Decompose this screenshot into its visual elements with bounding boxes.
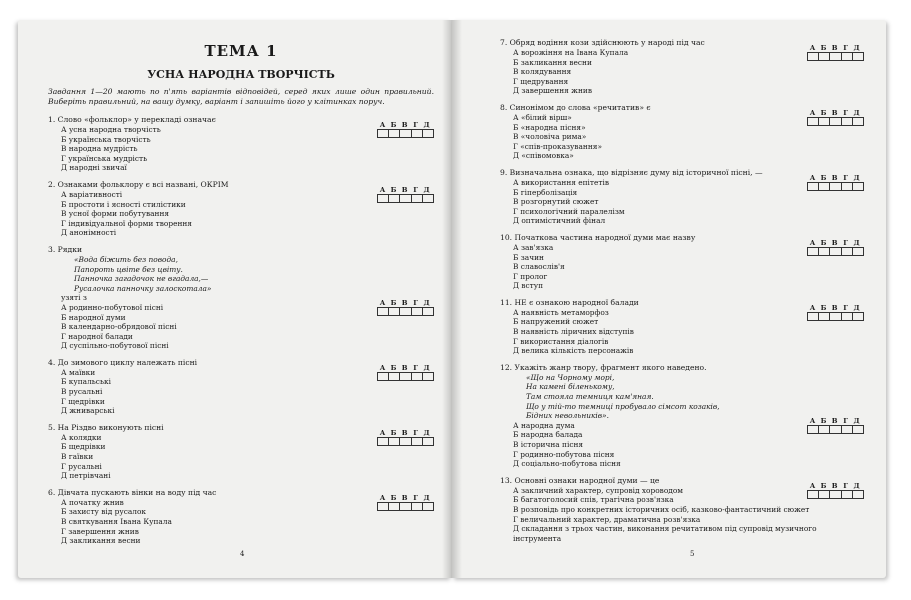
answer-letter: А — [809, 481, 816, 490]
answer-grid-letters — [807, 417, 864, 425]
answer-letter: Б — [820, 303, 827, 312]
answer-letter: Г — [843, 238, 848, 247]
answer-letter: Д — [853, 416, 860, 425]
answer-cell[interactable] — [853, 426, 863, 433]
question-item — [500, 168, 864, 226]
answer-cell[interactable] — [400, 308, 411, 315]
answer-cell[interactable] — [842, 426, 853, 433]
answer-cell[interactable] — [830, 491, 841, 498]
quote-line: Русалочка панночку залоскотала» — [74, 283, 212, 293]
answer-letter: А — [809, 44, 816, 52]
page-number-left: 4 — [240, 550, 245, 558]
answer-cell[interactable] — [808, 491, 819, 498]
answer-letter: В — [401, 363, 408, 372]
answer-letter: Б — [820, 108, 827, 117]
answer-grid-cells — [377, 372, 434, 381]
answer-option: Д соціально-побутова пісня — [513, 459, 621, 469]
answer-option: Б народна балада — [513, 430, 583, 440]
answer-letter: Д — [423, 121, 430, 129]
answer-cell[interactable] — [389, 195, 400, 202]
answer-letter: В — [831, 238, 838, 247]
answer-grid — [377, 364, 434, 381]
answer-option: Б українська творчість — [61, 134, 151, 144]
answer-cell[interactable] — [853, 183, 863, 190]
answer-option: А усна народна творчість — [61, 125, 161, 134]
answer-grid-cells — [807, 490, 864, 499]
answer-letter: В — [831, 173, 838, 182]
answer-letter: Г — [843, 481, 848, 490]
answer-cell[interactable] — [808, 313, 819, 320]
topic-subtitle: УСНА НАРОДНА ТВОРЧІСТЬ — [147, 68, 335, 81]
answer-letter: Д — [853, 481, 860, 490]
answer-letter: А — [379, 121, 386, 129]
answer-option: Г пролог — [513, 271, 548, 281]
answer-cell[interactable] — [842, 118, 853, 125]
answer-option: В народна мудрість — [61, 144, 138, 154]
answer-grid-letters — [807, 44, 864, 52]
answer-option: Д складання з трьох частин, виконання речитативом під супровід музичного інструмента — [513, 524, 817, 543]
question-text: 10. Початкова частина народної думи має назву — [500, 232, 696, 242]
answer-letter: А — [379, 428, 386, 437]
left-questions — [48, 115, 434, 546]
topic-title: ТЕМА 1 — [204, 42, 278, 60]
answer-cell[interactable] — [853, 53, 863, 60]
answer-grid-cells — [807, 52, 864, 61]
answer-option: В усної форми побутування — [61, 209, 170, 219]
answer-cell[interactable] — [389, 308, 400, 315]
answer-cell[interactable] — [830, 53, 841, 60]
book-gutter — [442, 20, 462, 578]
answer-letter: Б — [820, 481, 827, 490]
answer-option: В святкування Івана Купала — [61, 517, 172, 526]
answer-cell[interactable] — [378, 130, 389, 137]
answer-letter: В — [401, 298, 408, 307]
open-book — [18, 20, 886, 578]
quote-line: «Що на Чорному морі, — [526, 372, 615, 382]
question-item — [500, 103, 864, 161]
answer-grid-letters — [807, 482, 864, 490]
answer-option: А народна дума — [513, 420, 575, 430]
answer-grid-letters — [377, 186, 434, 194]
question-item — [48, 358, 434, 416]
answer-option: Д «співомовка» — [513, 151, 574, 161]
answer-cell[interactable] — [389, 373, 400, 380]
answer-letter: В — [831, 108, 838, 117]
question-text: 7. Обряд водіння кози здійснюють у народі під час — [500, 38, 705, 47]
answer-cell[interactable] — [842, 491, 853, 498]
answer-letter: Г — [843, 108, 848, 117]
question-text: 3. Рядки — [48, 244, 83, 254]
answer-grid-letters — [377, 494, 434, 502]
answer-option: Д завершення жнив — [513, 86, 592, 96]
answer-grid — [807, 482, 864, 499]
question-item — [48, 115, 434, 173]
answer-option: Б народної думи — [61, 312, 126, 322]
answer-cell[interactable] — [819, 118, 830, 125]
answer-option: Д жниварські — [61, 406, 115, 416]
answer-cell[interactable] — [830, 313, 841, 320]
answer-cell[interactable] — [400, 438, 411, 445]
answer-letter: Д — [423, 363, 430, 372]
question-item — [48, 180, 434, 238]
answer-cell[interactable] — [412, 195, 423, 202]
question-text: 5. На Різдво виконують пісні — [48, 422, 164, 432]
question-item — [500, 233, 864, 291]
answer-cell[interactable] — [808, 118, 819, 125]
answer-cell[interactable] — [808, 53, 819, 60]
answer-cell[interactable] — [389, 130, 400, 137]
quote-line: «Вода біжить без повода, — [74, 254, 178, 264]
answer-letter: Д — [423, 185, 430, 194]
answer-letter: Д — [423, 428, 430, 437]
answer-letter: Б — [390, 298, 397, 307]
answer-option: Г родинно-побутова пісня — [513, 449, 615, 459]
answer-letter: Д — [853, 173, 860, 182]
answer-grid — [377, 429, 434, 446]
answer-grid-letters — [377, 121, 434, 129]
answer-option: Г величальний характер, драматична розв'язка — [513, 514, 701, 524]
right-questions — [500, 38, 864, 543]
answer-cell[interactable] — [819, 248, 830, 255]
answer-cell[interactable] — [378, 503, 389, 510]
answer-option: Г щедрування — [513, 76, 569, 86]
question-item — [48, 245, 434, 351]
answer-cell[interactable] — [400, 503, 411, 510]
answer-option: Б захисту від русалок — [61, 507, 147, 517]
answer-grid — [807, 44, 864, 61]
answer-grid-cells — [807, 117, 864, 126]
answer-cell[interactable] — [378, 373, 389, 380]
answer-letter: Б — [820, 44, 827, 52]
answer-grid — [807, 109, 864, 126]
left-page — [18, 20, 452, 578]
answer-cell[interactable] — [389, 503, 400, 510]
answer-option: Б зачин — [513, 252, 544, 262]
answer-option: Г русальні — [61, 461, 102, 471]
answer-cell[interactable] — [378, 195, 389, 202]
answer-cell[interactable] — [423, 503, 433, 510]
question-text: 2. Ознаками фольклору є всі названі, ОКРІМ — [48, 179, 229, 189]
answer-option: Д анонімності — [61, 228, 117, 238]
answer-letter: В — [831, 303, 838, 312]
answer-letter: Г — [413, 121, 418, 129]
question-tail: узяті з — [61, 293, 87, 303]
answer-cell[interactable] — [830, 183, 841, 190]
answer-letter: А — [379, 185, 386, 194]
question-text: 9. Визначальна ознака, що відрізняє думу від історичної пісні, — — [500, 167, 763, 177]
answer-option: Б «народна пісня» — [513, 122, 586, 132]
answer-grid-letters — [807, 239, 864, 247]
question-text: 1. Слово «фольклор» у перекладі означає — [48, 115, 216, 124]
quote-line: Бідних невольників». — [526, 411, 609, 421]
answer-letter: Д — [423, 493, 430, 502]
answer-grid-cells — [377, 194, 434, 203]
answer-option: А початку жнив — [61, 497, 124, 507]
answer-letter: Б — [820, 238, 827, 247]
answer-letter: Б — [820, 173, 827, 182]
question-item — [500, 298, 864, 356]
answer-grid-letters — [807, 174, 864, 182]
answer-letter: Г — [413, 298, 418, 307]
answer-grid-letters — [807, 109, 864, 117]
answer-letter: А — [809, 303, 816, 312]
answer-option: Г народної балади — [61, 331, 133, 341]
answer-option: В колядування — [513, 67, 572, 77]
answer-letter: В — [401, 121, 408, 129]
quote-line: Папороть цвіте без цвіту. — [74, 264, 183, 274]
answer-cell[interactable] — [400, 373, 411, 380]
answer-option: Д оптимістичний фінал — [513, 216, 606, 226]
answer-option: Б купальські — [61, 377, 111, 387]
answer-option: В славослів'я — [513, 262, 565, 272]
answer-letter: Д — [853, 44, 860, 52]
answer-option: Д петрівчані — [61, 471, 111, 481]
answer-option: Б багатоголосий спів, трагічна розв'язка — [513, 495, 674, 505]
quote-line: Там стояла темниця кам'яная. — [526, 392, 654, 402]
answer-grid-cells — [807, 247, 864, 256]
answer-grid — [807, 304, 864, 321]
answer-letter: В — [831, 416, 838, 425]
question-item — [48, 423, 434, 481]
answer-letter: Д — [423, 298, 430, 307]
answer-option: Г індивідуальної форми творення — [61, 218, 192, 228]
answer-letter: А — [379, 298, 386, 307]
answer-cell[interactable] — [423, 373, 433, 380]
answer-option: Г українська мудрість — [61, 153, 148, 163]
answer-option: Д закликання весни — [61, 536, 141, 546]
answer-option: Б гіперболізація — [513, 187, 578, 197]
answer-letter: А — [809, 238, 816, 247]
answer-cell[interactable] — [378, 308, 389, 315]
answer-grid-cells — [377, 437, 434, 446]
answer-grid — [807, 174, 864, 191]
answer-grid — [807, 417, 864, 434]
answer-letter: Б — [390, 428, 397, 437]
answer-option: А зав'язка — [513, 242, 554, 252]
answer-grid-cells — [807, 425, 864, 434]
answer-grid-cells — [807, 182, 864, 191]
answer-grid — [377, 494, 434, 511]
answer-cell[interactable] — [400, 195, 411, 202]
answer-cell[interactable] — [853, 118, 863, 125]
answer-cell[interactable] — [842, 313, 853, 320]
answer-letter: Г — [413, 363, 418, 372]
answer-letter: Г — [843, 416, 848, 425]
answer-letter: В — [831, 44, 838, 52]
answer-grid-cells — [377, 129, 434, 138]
answer-cell[interactable] — [853, 313, 863, 320]
answer-option: Д вступ — [513, 281, 544, 291]
answer-letter: А — [809, 173, 816, 182]
answer-cell[interactable] — [389, 438, 400, 445]
question-item — [500, 476, 864, 544]
answer-option: Д велика кількість персонажів — [513, 346, 634, 356]
answer-grid-letters — [807, 304, 864, 312]
answer-letter: Г — [843, 44, 848, 52]
answer-letter: А — [379, 493, 386, 502]
question-text: 8. Синонімом до слова «речитатив» є — [500, 102, 651, 112]
answer-grid-letters — [377, 364, 434, 372]
answer-option: В історична пісня — [513, 440, 584, 449]
answer-cell[interactable] — [842, 248, 853, 255]
answer-option: Г використання діалогів — [513, 336, 609, 346]
question-text: 11. НЕ є ознакою народної балади — [500, 297, 639, 307]
answer-letter: Г — [843, 173, 848, 182]
answer-option: А колядки — [61, 432, 102, 442]
answer-option: В розповідь про конкретних історичних осіб, казково-фантастичний сюжет — [513, 504, 810, 514]
answer-option: Б закликання весни — [513, 57, 592, 67]
answer-cell[interactable] — [808, 426, 819, 433]
answer-grid-cells — [807, 312, 864, 321]
answer-cell[interactable] — [819, 53, 830, 60]
answer-grid — [377, 121, 434, 138]
answer-option: Г «спів-проказування» — [513, 141, 602, 151]
answer-letter: Д — [853, 108, 860, 117]
page-number-right: 5 — [690, 550, 695, 558]
answer-option: В «чоловіча рима» — [513, 132, 587, 142]
question-item — [500, 363, 864, 469]
answer-cell[interactable] — [423, 308, 433, 315]
answer-cell[interactable] — [830, 118, 841, 125]
right-page — [452, 20, 886, 578]
answer-letter: В — [831, 481, 838, 490]
answer-cell[interactable] — [412, 503, 423, 510]
answer-letter: В — [401, 428, 408, 437]
answer-option: Б щедрівки — [61, 442, 106, 452]
answer-cell[interactable] — [400, 130, 411, 137]
answer-option: Г психологічний паралелізм — [513, 206, 625, 216]
question-text: 13. Основні ознаки народної думи — це — [500, 475, 660, 485]
answer-cell[interactable] — [842, 53, 853, 60]
answer-grid-cells — [377, 502, 434, 511]
answer-letter: Д — [853, 238, 860, 247]
answer-option: В гаївки — [61, 452, 94, 462]
answer-cell[interactable] — [808, 248, 819, 255]
instructions: Завдання 1—20 мають по п'ять варіантів відповідей, серед яких лише один правильний. Виберіть правильний, на вашу думку, варіант і запишіть його у клітинках поруч. — [48, 87, 434, 106]
answer-option: В розгорнутий сюжет — [513, 197, 599, 207]
answer-grid — [377, 186, 434, 203]
question-text: 12. Укажіть жанр твору, фрагмент якого наведено. — [500, 362, 707, 372]
answer-letter: Б — [390, 493, 397, 502]
answer-cell[interactable] — [819, 426, 830, 433]
answer-cell[interactable] — [830, 248, 841, 255]
answer-grid — [807, 239, 864, 256]
answer-option: Г завершення жнив — [61, 526, 139, 536]
answer-cell[interactable] — [853, 248, 863, 255]
answer-grid-letters — [377, 299, 434, 307]
answer-option: В русальні — [61, 387, 103, 397]
answer-option: А наявність метаморфоз — [513, 307, 609, 317]
answer-cell[interactable] — [819, 491, 830, 498]
answer-letter: Г — [843, 303, 848, 312]
quote-line: Панночка загадочок не вгадала,— — [74, 274, 209, 284]
answer-letter: Г — [413, 428, 418, 437]
answer-cell[interactable] — [412, 373, 423, 380]
question-item — [48, 488, 434, 546]
answer-cell[interactable] — [830, 426, 841, 433]
answer-option: А закличний характер, супровід хороводом — [513, 485, 684, 495]
answer-cell[interactable] — [423, 195, 433, 202]
answer-option: Д народні звичаї — [61, 163, 127, 173]
question-text: 6. Дівчата пускають вінки на воду під час — [48, 487, 217, 497]
answer-cell[interactable] — [412, 130, 423, 137]
question-item — [500, 38, 864, 96]
answer-cell[interactable] — [808, 183, 819, 190]
answer-option: Д суспільно-побутової пісні — [61, 341, 169, 351]
answer-option: А ворожіння на Івана Купала — [513, 48, 629, 57]
answer-cell[interactable] — [412, 308, 423, 315]
quote-line: Що у тій-то темниці пробувало сімсот козаків, — [526, 401, 720, 411]
answer-option: А родинно-побутової пісні — [61, 302, 164, 312]
answer-cell[interactable] — [853, 491, 863, 498]
answer-grid-cells — [377, 307, 434, 316]
answer-option: А маївки — [61, 367, 96, 377]
question-text: 4. До зимового циклу належать пісні — [48, 357, 198, 367]
answer-letter: В — [401, 185, 408, 194]
answer-letter: Г — [413, 493, 418, 502]
answer-letter: Д — [853, 303, 860, 312]
answer-grid — [377, 299, 434, 316]
answer-grid-letters — [377, 429, 434, 437]
answer-option: А «білий вірш» — [513, 112, 572, 122]
answer-option: В наявність ліричних відступів — [513, 327, 634, 337]
answer-cell[interactable] — [378, 438, 389, 445]
answer-letter: В — [401, 493, 408, 502]
answer-cell[interactable] — [819, 313, 830, 320]
answer-letter: Б — [820, 416, 827, 425]
quote-line: На камені біленькому, — [526, 382, 615, 392]
answer-option: А варіативності — [61, 189, 123, 199]
answer-letter: А — [809, 108, 816, 117]
answer-letter: Б — [390, 363, 397, 372]
answer-letter: Б — [390, 121, 397, 129]
answer-cell[interactable] — [412, 438, 423, 445]
answer-cell[interactable] — [842, 183, 853, 190]
answer-cell[interactable] — [423, 130, 433, 137]
answer-option: В календарно-обрядової пісні — [61, 322, 177, 332]
answer-letter: Б — [390, 185, 397, 194]
answer-option: А використання епітетів — [513, 177, 609, 187]
answer-cell[interactable] — [423, 438, 433, 445]
answer-cell[interactable] — [819, 183, 830, 190]
answer-letter: Г — [413, 185, 418, 194]
answer-option: Б напружений сюжет — [513, 317, 599, 327]
answer-letter: А — [379, 363, 386, 372]
answer-letter: А — [809, 416, 816, 425]
answer-option: Г щедрівки — [61, 396, 105, 406]
answer-option: Б простоти і ясності стилістики — [61, 199, 186, 209]
